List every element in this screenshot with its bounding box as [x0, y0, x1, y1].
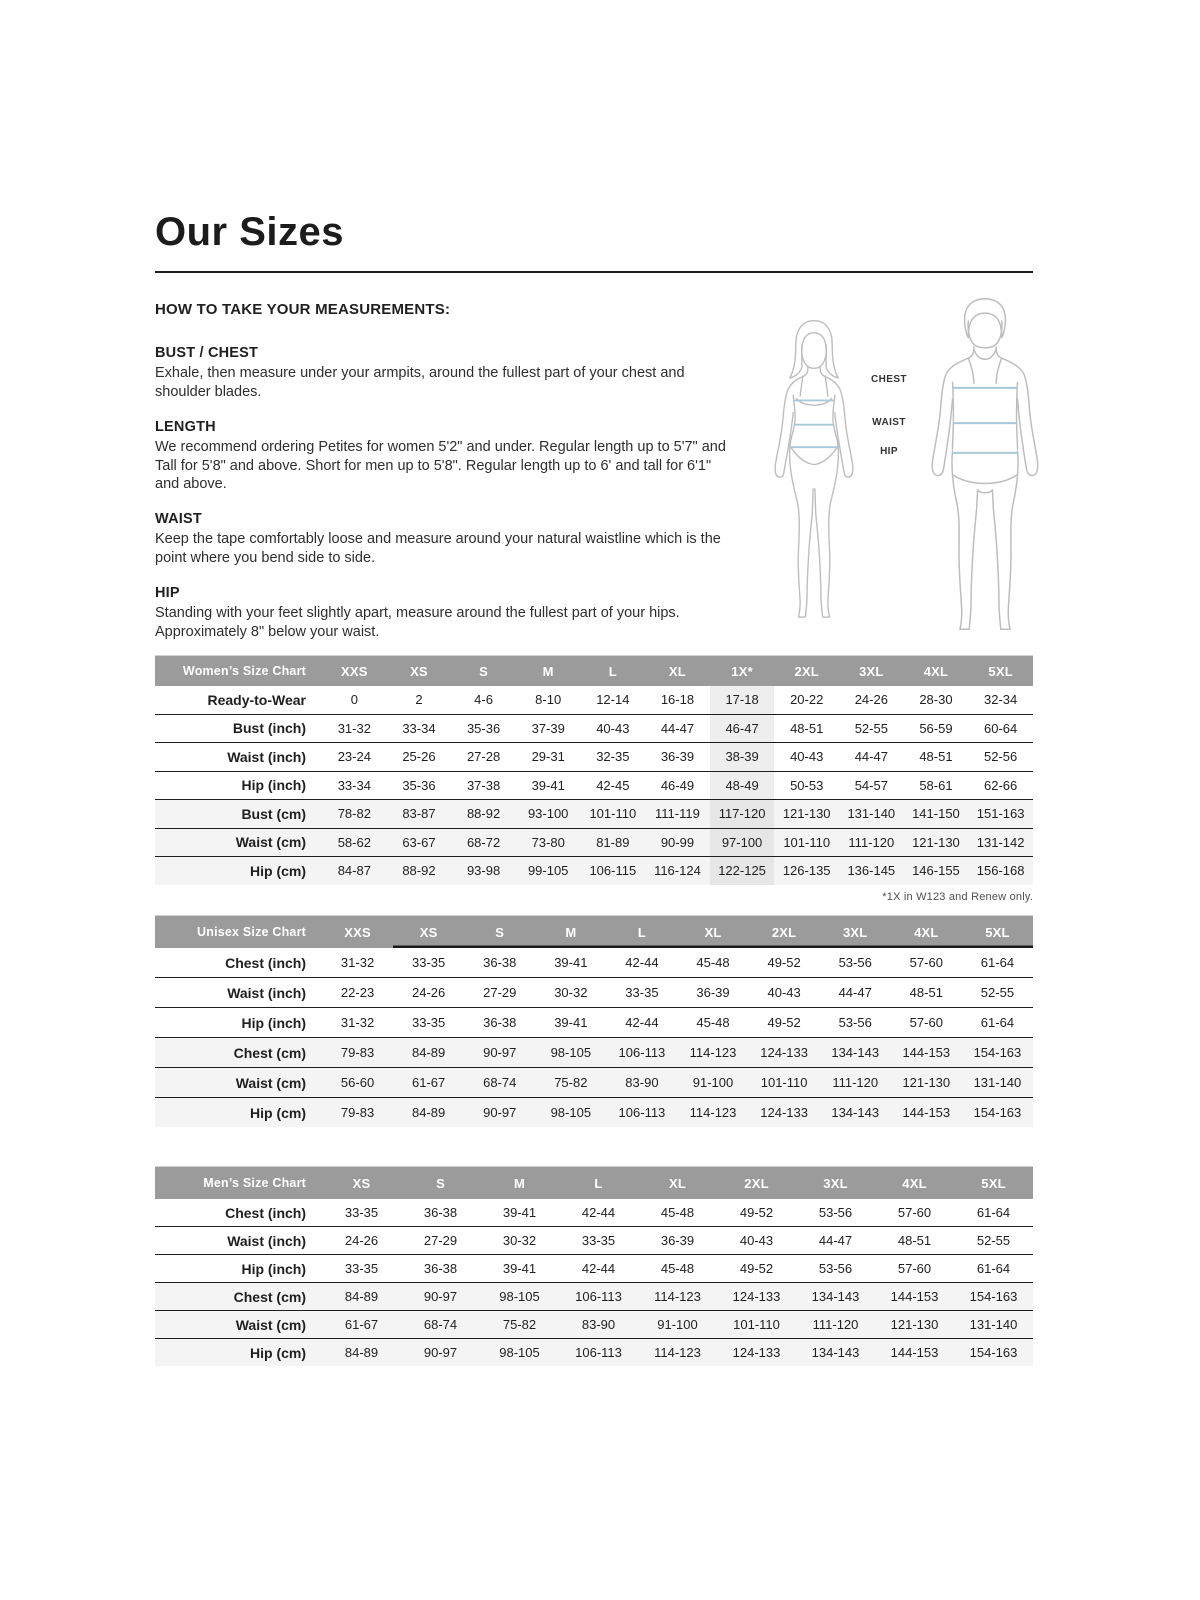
chest-line-label: CHEST	[871, 374, 907, 385]
size-value-cell: 61-64	[962, 1008, 1033, 1038]
size-value-cell: 48-49	[710, 771, 775, 800]
size-value-cell: 122-125	[710, 857, 775, 885]
section-heading-length: LENGTH	[155, 418, 216, 435]
size-value-cell: 53-56	[796, 1255, 875, 1283]
size-value-cell: 36-38	[401, 1199, 480, 1227]
size-value-cell: 56-59	[904, 714, 969, 743]
size-column-header: XS	[322, 1167, 401, 1200]
size-column-header: 4XL	[891, 916, 962, 949]
size-value-cell: 33-35	[393, 1008, 464, 1038]
size-value-cell: 48-51	[891, 978, 962, 1008]
size-value-cell: 58-61	[904, 771, 969, 800]
size-column-header: M	[535, 916, 606, 949]
size-value-cell: 114-123	[638, 1283, 717, 1311]
size-value-cell: 90-97	[464, 1038, 535, 1068]
size-column-header: XS	[393, 916, 464, 949]
row-label: Hip (inch)	[155, 771, 322, 800]
size-value-cell: 40-43	[717, 1227, 796, 1255]
size-value-cell: 49-52	[749, 948, 820, 978]
size-value-cell: 24-26	[393, 978, 464, 1008]
size-value-cell: 33-35	[559, 1227, 638, 1255]
size-value-cell: 31-32	[322, 1008, 393, 1038]
row-label: Waist (inch)	[155, 978, 322, 1008]
row-label: Hip (inch)	[155, 1008, 322, 1038]
size-value-cell: 97-100	[710, 828, 775, 857]
size-value-cell: 101-110	[749, 1068, 820, 1098]
size-value-cell: 22-23	[322, 978, 393, 1008]
size-column-header: 2XL	[774, 656, 839, 687]
size-value-cell: 61-64	[954, 1255, 1033, 1283]
female-swimsuit-bottom	[790, 445, 839, 464]
size-column-header: 2XL	[749, 916, 820, 949]
size-value-cell: 40-43	[774, 743, 839, 772]
size-value-cell: 84-89	[322, 1339, 401, 1367]
table-row	[155, 1008, 1033, 1038]
size-value-cell: 84-89	[393, 1098, 464, 1128]
table-row	[155, 857, 1033, 885]
size-value-cell: 36-38	[401, 1255, 480, 1283]
section-heading-waist: WAIST	[155, 511, 202, 528]
size-column-header: L	[606, 916, 677, 949]
size-value-cell: 33-35	[322, 1255, 401, 1283]
size-value-cell: 4-6	[451, 686, 516, 714]
size-value-cell: 144-153	[891, 1038, 962, 1068]
size-value-cell: 114-123	[677, 1038, 748, 1068]
size-column-header: 3XL	[839, 656, 904, 687]
table-row	[155, 1038, 1033, 1068]
size-value-cell: 90-99	[645, 828, 710, 857]
size-value-cell: 2	[387, 686, 452, 714]
row-label: Hip (cm)	[155, 1098, 322, 1128]
size-value-cell: 84-89	[393, 1038, 464, 1068]
size-column-header: 1X*	[710, 656, 775, 687]
size-value-cell: 144-153	[875, 1283, 954, 1311]
size-value-cell: 121-130	[904, 828, 969, 857]
size-value-cell: 40-43	[581, 714, 646, 743]
size-column-header: XL	[645, 656, 710, 687]
section-body-waist: Keep the tape comfortably loose and measure around your natural waistline which is the point where you bend side to side.	[155, 531, 721, 567]
size-value-cell: 32-34	[968, 686, 1033, 714]
size-value-cell: 42-44	[559, 1255, 638, 1283]
size-value-cell: 111-120	[839, 828, 904, 857]
male-figure-illustration	[920, 288, 1050, 640]
size-value-cell: 53-56	[820, 1008, 891, 1038]
size-value-cell: 61-64	[954, 1199, 1033, 1227]
size-value-cell: 0	[322, 686, 387, 714]
size-value-cell: 114-123	[677, 1098, 748, 1128]
table-row	[155, 1098, 1033, 1128]
size-column-header: S	[401, 1167, 480, 1200]
size-value-cell: 111-120	[820, 1068, 891, 1098]
table-row	[155, 800, 1033, 829]
size-value-cell: 52-56	[968, 743, 1033, 772]
row-label: Waist (inch)	[155, 743, 322, 772]
size-value-cell: 62-66	[968, 771, 1033, 800]
size-value-cell: 68-72	[451, 828, 516, 857]
size-value-cell: 117-120	[710, 800, 775, 829]
size-value-cell: 49-52	[717, 1255, 796, 1283]
size-column-header: L	[581, 656, 646, 687]
size-column-header: 5XL	[968, 656, 1033, 687]
size-value-cell: 32-35	[581, 743, 646, 772]
size-value-cell: 98-105	[480, 1283, 559, 1311]
table-row	[155, 1339, 1033, 1367]
size-value-cell: 154-163	[962, 1098, 1033, 1128]
size-value-cell: 111-119	[645, 800, 710, 829]
size-value-cell: 39-41	[516, 771, 581, 800]
table-row	[155, 1311, 1033, 1339]
table-row	[155, 1283, 1033, 1311]
male-shorts	[953, 475, 1016, 483]
size-value-cell: 121-130	[774, 800, 839, 829]
size-value-cell: 53-56	[796, 1199, 875, 1227]
size-value-cell: 42-45	[581, 771, 646, 800]
size-value-cell: 90-97	[401, 1339, 480, 1367]
size-value-cell: 68-74	[464, 1068, 535, 1098]
size-value-cell: 134-143	[796, 1339, 875, 1367]
size-value-cell: 134-143	[820, 1038, 891, 1068]
size-value-cell: 45-48	[638, 1199, 717, 1227]
size-value-cell: 114-123	[638, 1339, 717, 1367]
size-value-cell: 61-67	[393, 1068, 464, 1098]
size-value-cell: 101-110	[581, 800, 646, 829]
size-value-cell: 36-39	[645, 743, 710, 772]
size-value-cell: 42-44	[559, 1199, 638, 1227]
size-value-cell: 131-140	[954, 1311, 1033, 1339]
row-label: Waist (cm)	[155, 1068, 322, 1098]
size-value-cell: 121-130	[875, 1311, 954, 1339]
size-value-cell: 136-145	[839, 857, 904, 885]
size-value-cell: 16-18	[645, 686, 710, 714]
size-value-cell: 68-74	[401, 1311, 480, 1339]
size-value-cell: 60-64	[968, 714, 1033, 743]
size-value-cell: 39-41	[535, 1008, 606, 1038]
table-row	[155, 948, 1033, 978]
measurement-figures	[750, 286, 1050, 642]
size-value-cell: 106-113	[606, 1098, 677, 1128]
female-right-leg	[815, 449, 839, 617]
row-label: Hip (cm)	[155, 1339, 322, 1367]
size-value-cell: 124-133	[717, 1339, 796, 1367]
size-value-cell: 63-67	[387, 828, 452, 857]
size-value-cell: 90-97	[464, 1098, 535, 1128]
size-value-cell: 27-29	[401, 1227, 480, 1255]
size-value-cell: 106-115	[581, 857, 646, 885]
size-value-cell: 154-163	[954, 1339, 1033, 1367]
size-value-cell: 101-110	[717, 1311, 796, 1339]
size-value-cell: 83-87	[387, 800, 452, 829]
size-value-cell: 84-89	[322, 1283, 401, 1311]
row-label: Waist (cm)	[155, 1311, 322, 1339]
size-value-cell: 73-80	[516, 828, 581, 857]
size-column-header: XS	[387, 656, 452, 687]
size-value-cell: 40-43	[749, 978, 820, 1008]
size-value-cell: 50-53	[774, 771, 839, 800]
size-value-cell: 151-163	[968, 800, 1033, 829]
womens-chart-footnote: *1X in W123 and Renew only.	[882, 891, 1033, 903]
size-value-cell: 141-150	[904, 800, 969, 829]
size-value-cell: 61-67	[322, 1311, 401, 1339]
row-label: Chest (cm)	[155, 1283, 322, 1311]
size-value-cell: 116-124	[645, 857, 710, 885]
size-column-header: 3XL	[820, 916, 891, 949]
size-value-cell: 91-100	[638, 1311, 717, 1339]
size-value-cell: 52-55	[962, 978, 1033, 1008]
size-value-cell: 38-39	[710, 743, 775, 772]
size-value-cell: 81-89	[581, 828, 646, 857]
size-value-cell: 57-60	[875, 1255, 954, 1283]
size-value-cell: 134-143	[796, 1283, 875, 1311]
size-value-cell: 37-39	[516, 714, 581, 743]
size-column-header: XL	[638, 1167, 717, 1200]
size-column-header: M	[480, 1167, 559, 1200]
size-value-cell: 33-34	[322, 771, 387, 800]
table-row	[155, 714, 1033, 743]
size-value-cell: 52-55	[839, 714, 904, 743]
size-value-cell: 28-30	[904, 686, 969, 714]
male-torso-right	[1017, 382, 1018, 449]
size-value-cell: 39-41	[535, 948, 606, 978]
section-heading-bust-chest: BUST / CHEST	[155, 345, 259, 361]
section-heading-hip: HIP	[155, 584, 180, 601]
size-value-cell: 154-163	[962, 1038, 1033, 1068]
how-to-heading: HOW TO TAKE YOUR MEASUREMENTS:	[155, 301, 451, 318]
section-body-length: We recommend ordering Petites for women 5'2" and under. Regular length up to 5'7" and Tall for 5'8" and above. Short for men up to 5'8". Regular length up to 6' and tall for 6'1" and above.	[155, 438, 726, 493]
size-value-cell: 25-26	[387, 743, 452, 772]
size-column-header: XL	[677, 916, 748, 949]
size-value-cell: 93-100	[516, 800, 581, 829]
size-value-cell: 98-105	[480, 1339, 559, 1367]
size-value-cell: 79-83	[322, 1098, 393, 1128]
size-value-cell: 57-60	[891, 1008, 962, 1038]
size-column-header: XXS	[322, 916, 393, 949]
size-value-cell: 44-47	[645, 714, 710, 743]
size-value-cell: 33-35	[393, 948, 464, 978]
row-label: Waist (inch)	[155, 1227, 322, 1255]
size-value-cell: 90-97	[401, 1283, 480, 1311]
size-value-cell: 20-22	[774, 686, 839, 714]
size-value-cell: 44-47	[796, 1227, 875, 1255]
size-value-cell: 33-34	[387, 714, 452, 743]
size-value-cell: 61-64	[962, 948, 1033, 978]
size-column-header: 3XL	[796, 1167, 875, 1200]
unisex-size-chart-table	[155, 915, 1033, 1127]
size-column-header: S	[464, 916, 535, 949]
size-column-header: L	[559, 1167, 638, 1200]
size-value-cell: 58-62	[322, 828, 387, 857]
size-value-cell: 79-83	[322, 1038, 393, 1068]
row-label: Hip (cm)	[155, 857, 322, 885]
row-label: Chest (cm)	[155, 1038, 322, 1068]
size-value-cell: 106-113	[559, 1283, 638, 1311]
size-value-cell: 31-32	[322, 714, 387, 743]
title-divider	[155, 271, 1033, 273]
row-label: Chest (inch)	[155, 1199, 322, 1227]
row-label: Bust (inch)	[155, 714, 322, 743]
female-figure-illustration	[762, 298, 866, 638]
size-value-cell: 33-35	[606, 978, 677, 1008]
size-value-cell: 101-110	[774, 828, 839, 857]
table-row	[155, 1255, 1033, 1283]
size-value-cell: 23-24	[322, 743, 387, 772]
size-value-cell: 30-32	[535, 978, 606, 1008]
size-value-cell: 57-60	[875, 1199, 954, 1227]
size-value-cell: 56-60	[322, 1068, 393, 1098]
size-value-cell: 45-48	[677, 948, 748, 978]
size-value-cell: 83-90	[606, 1068, 677, 1098]
male-crotch	[978, 490, 993, 493]
size-value-cell: 111-120	[796, 1311, 875, 1339]
size-column-header: 5XL	[954, 1167, 1033, 1200]
size-value-cell: 49-52	[749, 1008, 820, 1038]
row-label: Chest (inch)	[155, 948, 322, 978]
size-value-cell: 144-153	[875, 1339, 954, 1367]
size-value-cell: 48-51	[875, 1227, 954, 1255]
size-value-cell: 17-18	[710, 686, 775, 714]
male-hair	[965, 299, 1006, 338]
size-value-cell: 124-133	[749, 1098, 820, 1128]
size-value-cell: 124-133	[749, 1038, 820, 1068]
size-value-cell: 31-32	[322, 948, 393, 978]
measurement-instructions	[155, 301, 733, 642]
female-left-leg	[790, 449, 814, 617]
size-value-cell: 33-35	[322, 1199, 401, 1227]
size-value-cell: 124-133	[717, 1283, 796, 1311]
male-face	[968, 321, 1002, 348]
size-value-cell: 156-168	[968, 857, 1033, 885]
size-value-cell: 91-100	[677, 1068, 748, 1098]
size-value-cell: 106-113	[559, 1339, 638, 1367]
size-value-cell: 54-57	[839, 771, 904, 800]
size-column-header: S	[451, 656, 516, 687]
size-value-cell: 88-92	[451, 800, 516, 829]
size-value-cell: 75-82	[480, 1311, 559, 1339]
table-row	[155, 1199, 1033, 1227]
size-column-header: 4XL	[904, 656, 969, 687]
section-body-hip: Standing with your feet slightly apart, measure around the fullest part of your hips. Approximately 8" below your waist.	[155, 604, 680, 640]
size-value-cell: 134-143	[820, 1098, 891, 1128]
size-value-cell: 88-92	[387, 857, 452, 885]
size-column-header: 2XL	[717, 1167, 796, 1200]
hip-line-label: HIP	[880, 446, 898, 457]
size-value-cell: 98-105	[535, 1038, 606, 1068]
page-title: Our Sizes	[155, 210, 345, 254]
size-value-cell: 146-155	[904, 857, 969, 885]
size-value-cell: 39-41	[480, 1199, 559, 1227]
size-value-cell: 131-142	[968, 828, 1033, 857]
size-value-cell: 83-90	[559, 1311, 638, 1339]
table-row	[155, 1227, 1033, 1255]
size-value-cell: 126-135	[774, 857, 839, 885]
male-torso-left	[953, 382, 954, 449]
size-value-cell: 37-38	[451, 771, 516, 800]
size-value-cell: 106-113	[606, 1038, 677, 1068]
table-row	[155, 743, 1033, 772]
table-row	[155, 771, 1033, 800]
size-value-cell: 36-38	[464, 948, 535, 978]
size-value-cell: 8-10	[516, 686, 581, 714]
size-value-cell: 48-51	[904, 743, 969, 772]
size-value-cell: 93-98	[451, 857, 516, 885]
size-value-cell: 48-51	[774, 714, 839, 743]
male-left-leg	[952, 451, 978, 629]
size-value-cell: 36-39	[677, 978, 748, 1008]
size-value-cell: 46-47	[710, 714, 775, 743]
size-value-cell: 131-140	[839, 800, 904, 829]
size-value-cell: 84-87	[322, 857, 387, 885]
size-value-cell: 53-56	[820, 948, 891, 978]
size-value-cell: 36-38	[464, 1008, 535, 1038]
table-row	[155, 978, 1033, 1008]
table-row	[155, 1068, 1033, 1098]
size-column-header: 5XL	[962, 916, 1033, 949]
row-label: Hip (inch)	[155, 1255, 322, 1283]
size-value-cell: 24-26	[322, 1227, 401, 1255]
size-column-header: XXS	[322, 656, 387, 687]
size-value-cell: 29-31	[516, 743, 581, 772]
size-value-cell: 30-32	[480, 1227, 559, 1255]
size-column-header: 4XL	[875, 1167, 954, 1200]
size-value-cell: 57-60	[891, 948, 962, 978]
size-value-cell: 46-49	[645, 771, 710, 800]
size-value-cell: 35-36	[387, 771, 452, 800]
table-row	[155, 828, 1033, 857]
row-label: Waist (cm)	[155, 828, 322, 857]
size-value-cell: 121-130	[891, 1068, 962, 1098]
row-label: Ready-to-Wear	[155, 686, 322, 714]
size-value-cell: 44-47	[820, 978, 891, 1008]
size-value-cell: 75-82	[535, 1068, 606, 1098]
size-value-cell: 24-26	[839, 686, 904, 714]
waist-line-label: WAIST	[872, 417, 906, 428]
table-title: Men’s Size Chart	[155, 1167, 322, 1200]
size-value-cell: 98-105	[535, 1098, 606, 1128]
table-title: Women’s Size Chart	[155, 656, 322, 687]
size-value-cell: 49-52	[717, 1199, 796, 1227]
female-hair	[790, 321, 839, 378]
size-value-cell: 12-14	[581, 686, 646, 714]
male-right-leg	[992, 451, 1018, 629]
size-value-cell: 45-48	[638, 1255, 717, 1283]
table-row	[155, 686, 1033, 714]
size-value-cell: 27-28	[451, 743, 516, 772]
female-face	[802, 345, 827, 368]
size-value-cell: 39-41	[480, 1255, 559, 1283]
size-value-cell: 36-39	[638, 1227, 717, 1255]
size-value-cell: 144-153	[891, 1098, 962, 1128]
table-title: Unisex Size Chart	[155, 916, 322, 949]
womens-size-chart-table	[155, 655, 1033, 885]
row-label: Bust (cm)	[155, 800, 322, 829]
size-column-header: M	[516, 656, 581, 687]
size-value-cell: 154-163	[954, 1283, 1033, 1311]
size-value-cell: 78-82	[322, 800, 387, 829]
size-value-cell: 99-105	[516, 857, 581, 885]
size-value-cell: 27-29	[464, 978, 535, 1008]
size-value-cell: 42-44	[606, 948, 677, 978]
size-value-cell: 45-48	[677, 1008, 748, 1038]
size-value-cell: 44-47	[839, 743, 904, 772]
size-value-cell: 52-55	[954, 1227, 1033, 1255]
size-value-cell: 42-44	[606, 1008, 677, 1038]
size-value-cell: 131-140	[962, 1068, 1033, 1098]
size-value-cell: 35-36	[451, 714, 516, 743]
section-body-bust-chest: Exhale, then measure under your armpits, around the fullest part of your chest and shoulder blades.	[155, 365, 685, 400]
mens-size-chart-table	[155, 1166, 1033, 1366]
